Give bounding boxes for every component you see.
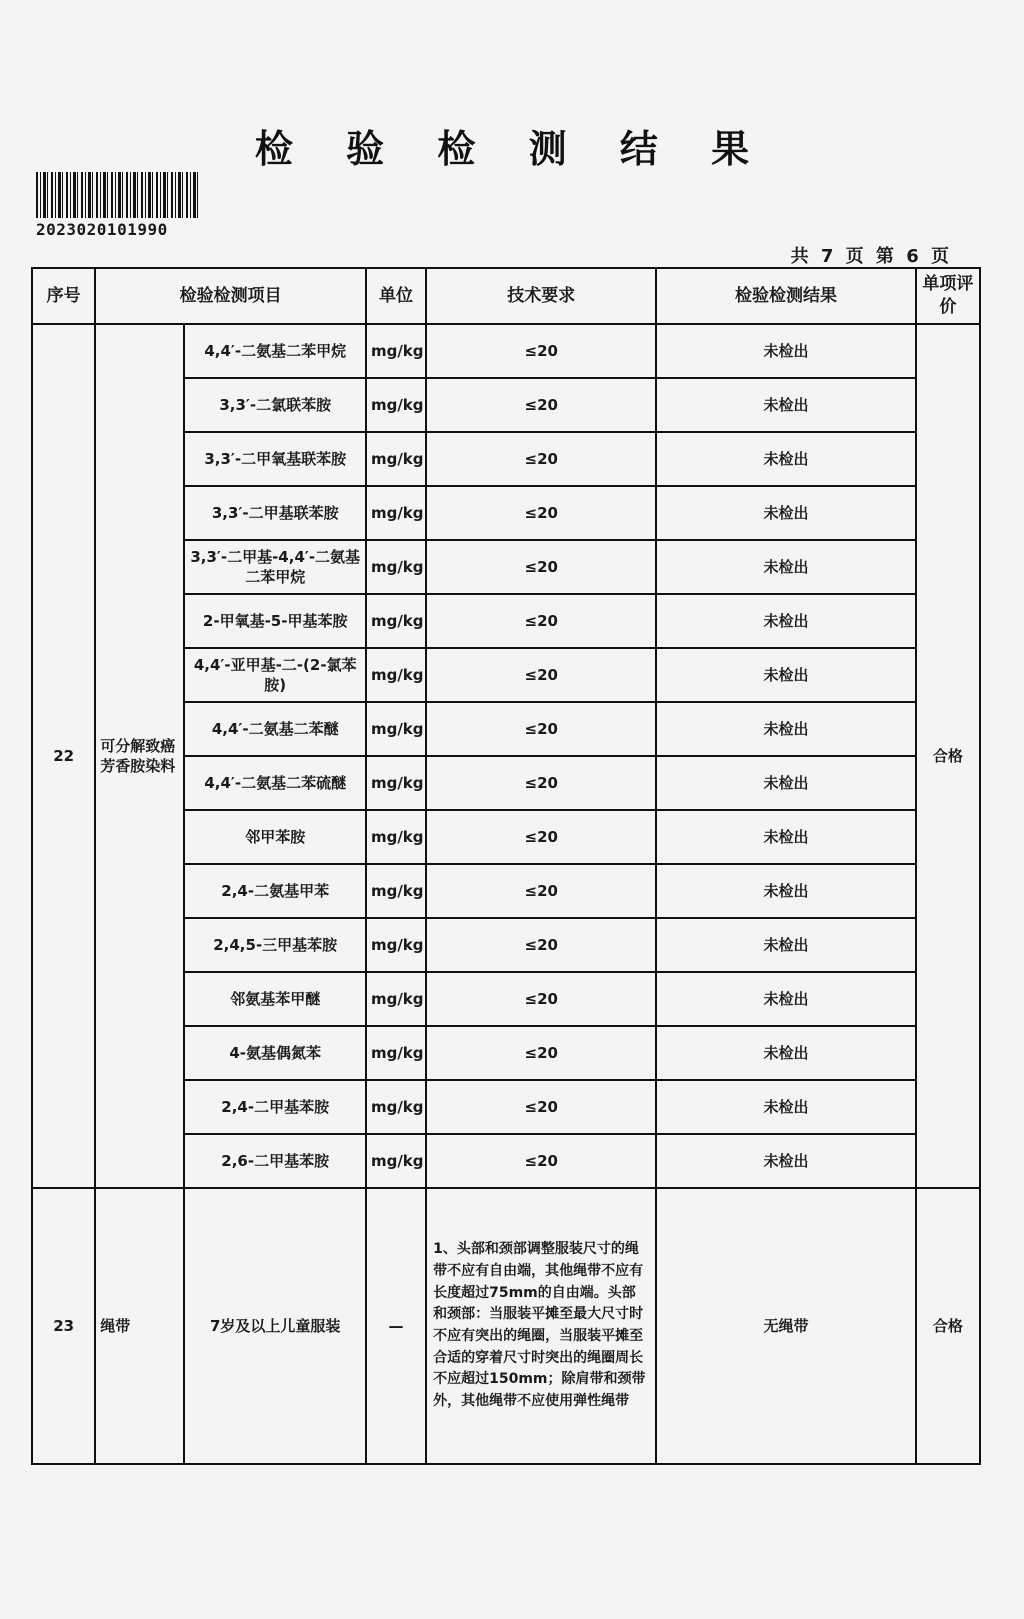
result-cell: 未检出 [656,594,915,648]
item-cell: 2-甲氧基-5-甲基苯胺 [184,594,366,648]
item-cell: 7岁及以上儿童服装 [184,1188,366,1464]
page-title: 检 验 检 测 结 果 [254,127,770,171]
requirement-cell: ≤20 [426,864,656,918]
item-cell: 3,3′-二氯联苯胺 [184,378,366,432]
evaluation-cell: 合格 [916,324,980,1188]
result-cell: 无绳带 [656,1188,915,1464]
requirement-cell: ≤20 [426,1080,656,1134]
item-cell: 4,4′-亚甲基-二-(2-氯苯胺) [184,648,366,702]
table-row [32,1188,980,1464]
category-cell: 绳带 [95,1188,184,1464]
requirement-cell: ≤20 [426,918,656,972]
unit-cell: mg/kg [366,972,426,1026]
item-cell: 4-氨基偶氮苯 [184,1026,366,1080]
unit-cell: mg/kg [366,702,426,756]
result-cell: 未检出 [656,324,915,378]
unit-cell: mg/kg [366,810,426,864]
result-cell: 未检出 [656,378,915,432]
unit-cell: mg/kg [366,1134,426,1188]
item-cell: 4,4′-二氨基二苯甲烷 [184,324,366,378]
barcode-image [36,172,198,218]
result-cell: 未检出 [656,972,915,1026]
unit-cell: mg/kg [366,864,426,918]
requirement-cell: ≤20 [426,810,656,864]
requirement-cell: 1、头部和颈部调整服装尺寸的绳带不应有自由端，其他绳带不应有长度超过75mm的自由端。头部和颈部：当服装平摊至最大尺寸时不应有突出的绳圈，当服装平摊至合适的穿着尺寸时突出的绳圈周长不应超过150mm；除肩带和颈带外，其他绳带不应使用弹性绳带 [426,1188,656,1464]
evaluation-cell: 合格 [916,1188,980,1464]
unit-cell: mg/kg [366,1080,426,1134]
requirement-cell: ≤20 [426,594,656,648]
result-cell: 未检出 [656,702,915,756]
item-cell: 邻甲苯胺 [184,810,366,864]
result-cell: 未检出 [656,864,915,918]
requirement-cell: ≤20 [426,1026,656,1080]
requirement-cell: ≤20 [426,972,656,1026]
result-cell: 未检出 [656,756,915,810]
seq-cell: 23 [32,1188,95,1464]
header-evaluation: 单项评价 [916,268,980,324]
unit-cell: mg/kg [366,918,426,972]
item-cell: 2,4,5-三甲基苯胺 [184,918,366,972]
result-cell: 未检出 [656,1026,915,1080]
item-cell: 2,6-二甲基苯胺 [184,1134,366,1188]
unit-cell: mg/kg [366,378,426,432]
requirement-cell: ≤20 [426,540,656,594]
result-cell: 未检出 [656,486,915,540]
item-cell: 2,4-二氨基甲苯 [184,864,366,918]
requirement-cell: ≤20 [426,702,656,756]
table-row [32,324,980,378]
header-result: 检验检测结果 [656,268,915,324]
requirement-cell: ≤20 [426,1134,656,1188]
unit-cell: mg/kg [366,594,426,648]
result-cell: 未检出 [656,1134,915,1188]
item-cell: 2,4-二甲基苯胺 [184,1080,366,1134]
header-requirement: 技术要求 [426,268,656,324]
item-cell: 3,3′-二甲基联苯胺 [184,486,366,540]
unit-cell: mg/kg [366,648,426,702]
item-cell: 邻氨基苯甲醚 [184,972,366,1026]
result-cell: 未检出 [656,540,915,594]
seq-cell: 22 [32,324,95,1188]
result-cell: 未检出 [656,810,915,864]
unit-cell: mg/kg [366,756,426,810]
header-item: 检验检测项目 [95,268,366,324]
requirement-cell: ≤20 [426,378,656,432]
item-cell: 3,3′-二甲氧基联苯胺 [184,432,366,486]
unit-cell: mg/kg [366,486,426,540]
requirement-cell: ≤20 [426,648,656,702]
unit-cell: mg/kg [366,540,426,594]
requirement-cell: ≤20 [426,432,656,486]
unit-cell: mg/kg [366,1026,426,1080]
header-unit: 单位 [366,268,426,324]
category-cell: 可分解致癌芳香胺染料 [95,324,184,1188]
item-cell: 4,4′-二氨基二苯硫醚 [184,756,366,810]
unit-cell: mg/kg [366,432,426,486]
result-cell: 未检出 [656,1080,915,1134]
unit-cell: mg/kg [366,324,426,378]
requirement-cell: ≤20 [426,756,656,810]
requirement-cell: ≤20 [426,486,656,540]
result-cell: 未检出 [656,918,915,972]
barcode-number: 2023020101990 [36,220,168,239]
header-seq: 序号 [32,268,95,324]
requirement-cell: ≤20 [426,324,656,378]
result-cell: 未检出 [656,432,915,486]
unit-cell: — [366,1188,426,1464]
results-table [31,267,981,1465]
page-info: 共 7 页 第 6 页 [790,246,952,267]
result-cell: 未检出 [656,648,915,702]
item-cell: 3,3′-二甲基-4,4′-二氨基二苯甲烷 [184,540,366,594]
header-row [32,268,980,324]
item-cell: 4,4′-二氨基二苯醚 [184,702,366,756]
